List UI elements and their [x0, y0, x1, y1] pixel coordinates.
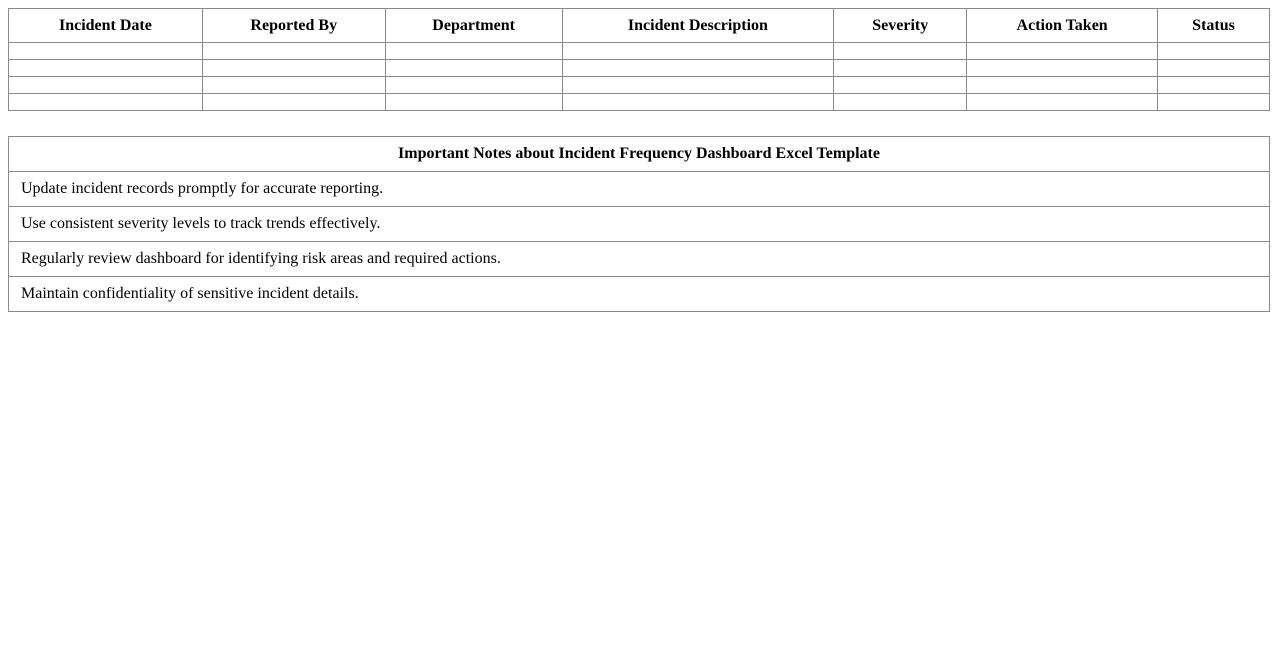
notes-title: Important Notes about Incident Frequency Dashboard Excel Template [9, 137, 1270, 172]
table-cell[interactable] [202, 77, 385, 94]
table-cell[interactable] [967, 77, 1158, 94]
table-cell[interactable] [562, 94, 834, 111]
table-cell[interactable] [562, 77, 834, 94]
header-severity: Severity [834, 9, 967, 43]
header-status: Status [1158, 9, 1270, 43]
header-incident-description: Incident Description [562, 9, 834, 43]
note-item: Update incident records promptly for accurate reporting. [9, 172, 1270, 207]
table-cell[interactable] [834, 94, 967, 111]
table-cell[interactable] [834, 60, 967, 77]
table-cell[interactable] [385, 77, 562, 94]
table-cell[interactable] [385, 60, 562, 77]
table-cell[interactable] [9, 43, 203, 60]
note-row [9, 242, 1270, 277]
table-cell[interactable] [1158, 77, 1270, 94]
table-cell[interactable] [202, 43, 385, 60]
table-row [9, 60, 1270, 77]
table-cell[interactable] [834, 43, 967, 60]
note-item: Regularly review dashboard for identifying risk areas and required actions. [9, 242, 1270, 277]
incident-table-header-row [9, 9, 1270, 43]
table-cell[interactable] [385, 94, 562, 111]
table-cell[interactable] [9, 94, 203, 111]
header-incident-date: Incident Date [9, 9, 203, 43]
table-cell[interactable] [834, 77, 967, 94]
note-row [9, 172, 1270, 207]
header-action-taken: Action Taken [967, 9, 1158, 43]
note-item: Maintain confidentiality of sensitive incident details. [9, 277, 1270, 312]
table-cell[interactable] [9, 77, 203, 94]
table-cell[interactable] [967, 94, 1158, 111]
header-reported-by: Reported By [202, 9, 385, 43]
table-cell[interactable] [202, 60, 385, 77]
table-cell[interactable] [967, 43, 1158, 60]
table-row [9, 77, 1270, 94]
notes-table [8, 136, 1270, 312]
table-cell[interactable] [9, 60, 203, 77]
note-row [9, 207, 1270, 242]
table-cell[interactable] [1158, 43, 1270, 60]
table-cell[interactable] [1158, 60, 1270, 77]
table-row [9, 43, 1270, 60]
header-department: Department [385, 9, 562, 43]
note-item: Use consistent severity levels to track trends effectively. [9, 207, 1270, 242]
note-row [9, 277, 1270, 312]
table-cell[interactable] [562, 60, 834, 77]
notes-header-row [9, 137, 1270, 172]
table-cell[interactable] [202, 94, 385, 111]
table-cell[interactable] [562, 43, 834, 60]
table-cell[interactable] [1158, 94, 1270, 111]
table-cell[interactable] [967, 60, 1158, 77]
table-row [9, 94, 1270, 111]
incident-table [8, 8, 1270, 111]
table-cell[interactable] [385, 43, 562, 60]
